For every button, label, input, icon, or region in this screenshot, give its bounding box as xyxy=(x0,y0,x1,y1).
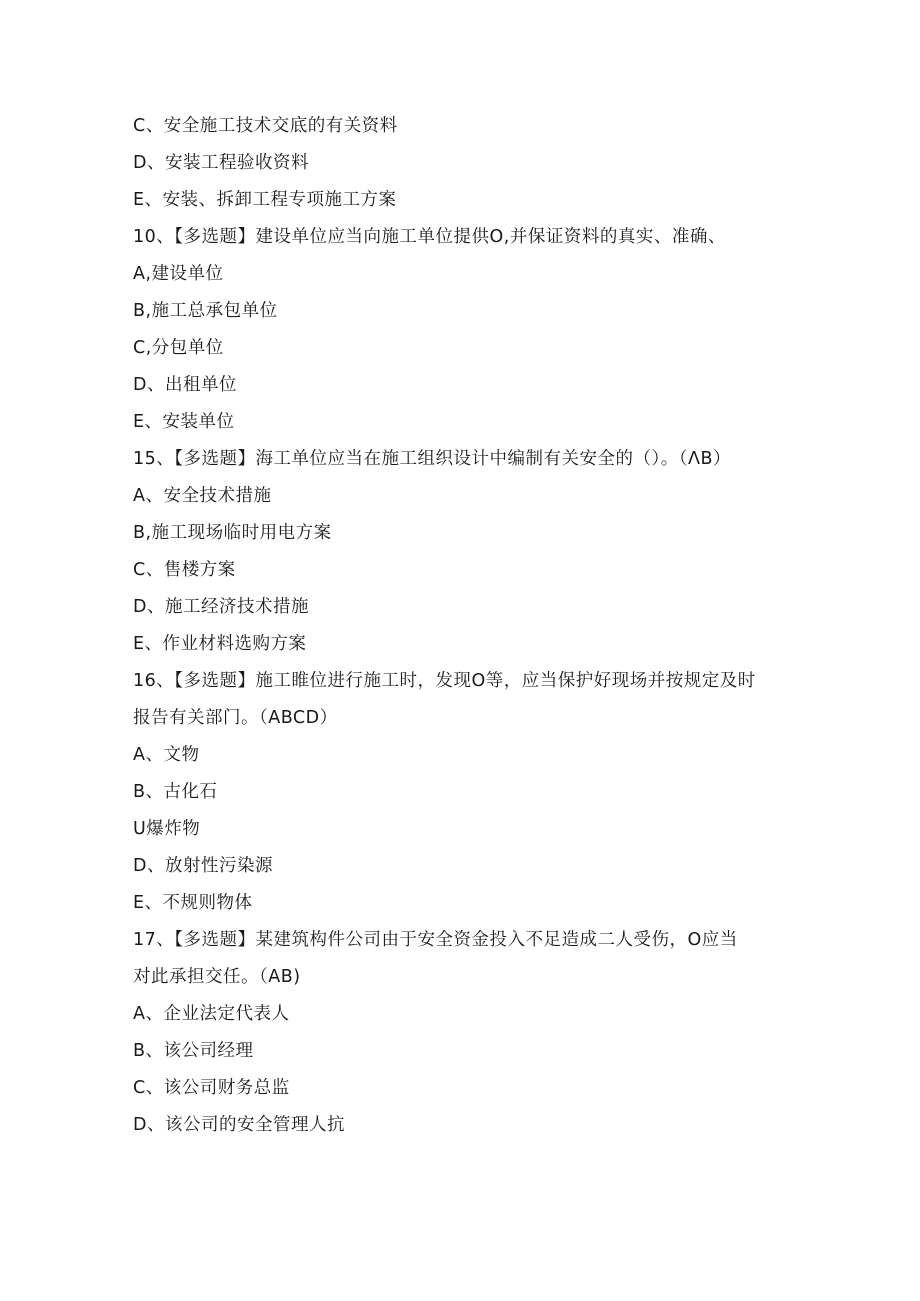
option-d-line: D、安装工程验收资料 xyxy=(133,153,309,173)
question-15-option-c: C、售楼方案 xyxy=(133,560,236,580)
question-10-option-b: B,施工总承包单位 xyxy=(133,301,278,321)
question-16-text: 16、【多选题】施工睢位进行施工时，发现O等，应当保护好现场并按规定及时 xyxy=(133,671,756,691)
question-17-text: 17、【多选题】某建筑构件公司由于安全资金投入不足造成二人受伤，O应当 xyxy=(133,930,738,950)
question-17-option-a: A、企业法定代表人 xyxy=(133,1004,290,1024)
question-10-option-a: A,建设单位 xyxy=(133,264,224,284)
question-16-option-a: A、文物 xyxy=(133,745,200,765)
option-e-line: E、安装、拆卸工程专项施工方案 xyxy=(133,190,397,210)
question-10-text: 10、【多选题】建设单位应当向施工单位提供O,并保证资料的真实、准确、 xyxy=(133,227,726,247)
question-10-option-d: D、出租单位 xyxy=(133,375,237,395)
question-16-option-b: B、古化石 xyxy=(133,782,218,802)
option-c-line: C、安全施工技术交底的有关资料 xyxy=(133,116,398,136)
question-10-option-c: C,分包单位 xyxy=(133,338,224,358)
question-17-option-c: C、该公司财务总监 xyxy=(133,1078,290,1098)
question-15-option-a: A、安全技术措施 xyxy=(133,486,272,506)
question-15-option-e: E、作业材料选购方案 xyxy=(133,634,307,654)
question-17-option-d: D、该公司的安全管理人抗 xyxy=(133,1115,345,1135)
question-16-option-e: E、不规则物体 xyxy=(133,893,253,913)
question-10-option-e: E、安装单位 xyxy=(133,412,235,432)
question-15-option-b: B,施工现场临时用电方案 xyxy=(133,523,332,543)
question-17-text-continued: 对此承担交任。（AB) xyxy=(133,967,301,987)
question-16-option-c: U爆炸物 xyxy=(133,819,201,839)
document-page xyxy=(133,108,813,1144)
question-15-text: 15、【多选题】海工单位应当在施工组织设计中编制有关安全的（）。（ΛB） xyxy=(133,449,731,469)
question-15-option-d: D、施工经济技术措施 xyxy=(133,597,309,617)
question-17-option-b: B、该公司经理 xyxy=(133,1041,254,1061)
question-16-text-continued: 报告有关部门。（ABCD） xyxy=(133,708,338,728)
question-16-option-d: D、放射性污染源 xyxy=(133,856,273,876)
